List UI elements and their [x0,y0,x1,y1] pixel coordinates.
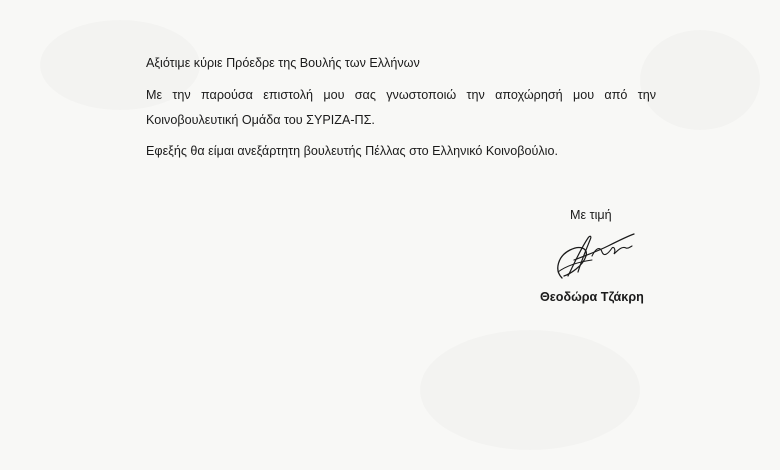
body-paragraph-1-line-1: Με την παρούσα επιστολή μου σας γνωστοποιώ την αποχώρησή μου από την [146,88,656,102]
paper-texture [420,330,640,450]
closing: Με τιμή [570,208,612,222]
handwritten-signature [548,226,638,286]
body-paragraph-1-line-2: Κοινοβουλευτική Ομάδα του ΣΥΡΙΖΑ-ΠΣ. [146,113,375,127]
paper-texture [640,30,760,130]
body-paragraph-2: Εφεξής θα είμαι ανεξάρτητη βουλευτής Πέλλας στο Ελληνικό Κοινοβούλιο. [146,144,558,158]
signer-name: Θεοδώρα Τζάκρη [540,290,644,304]
salutation: Αξιότιμε κύριε Πρόεδρε της Βουλής των Ελλήνων [146,56,420,70]
